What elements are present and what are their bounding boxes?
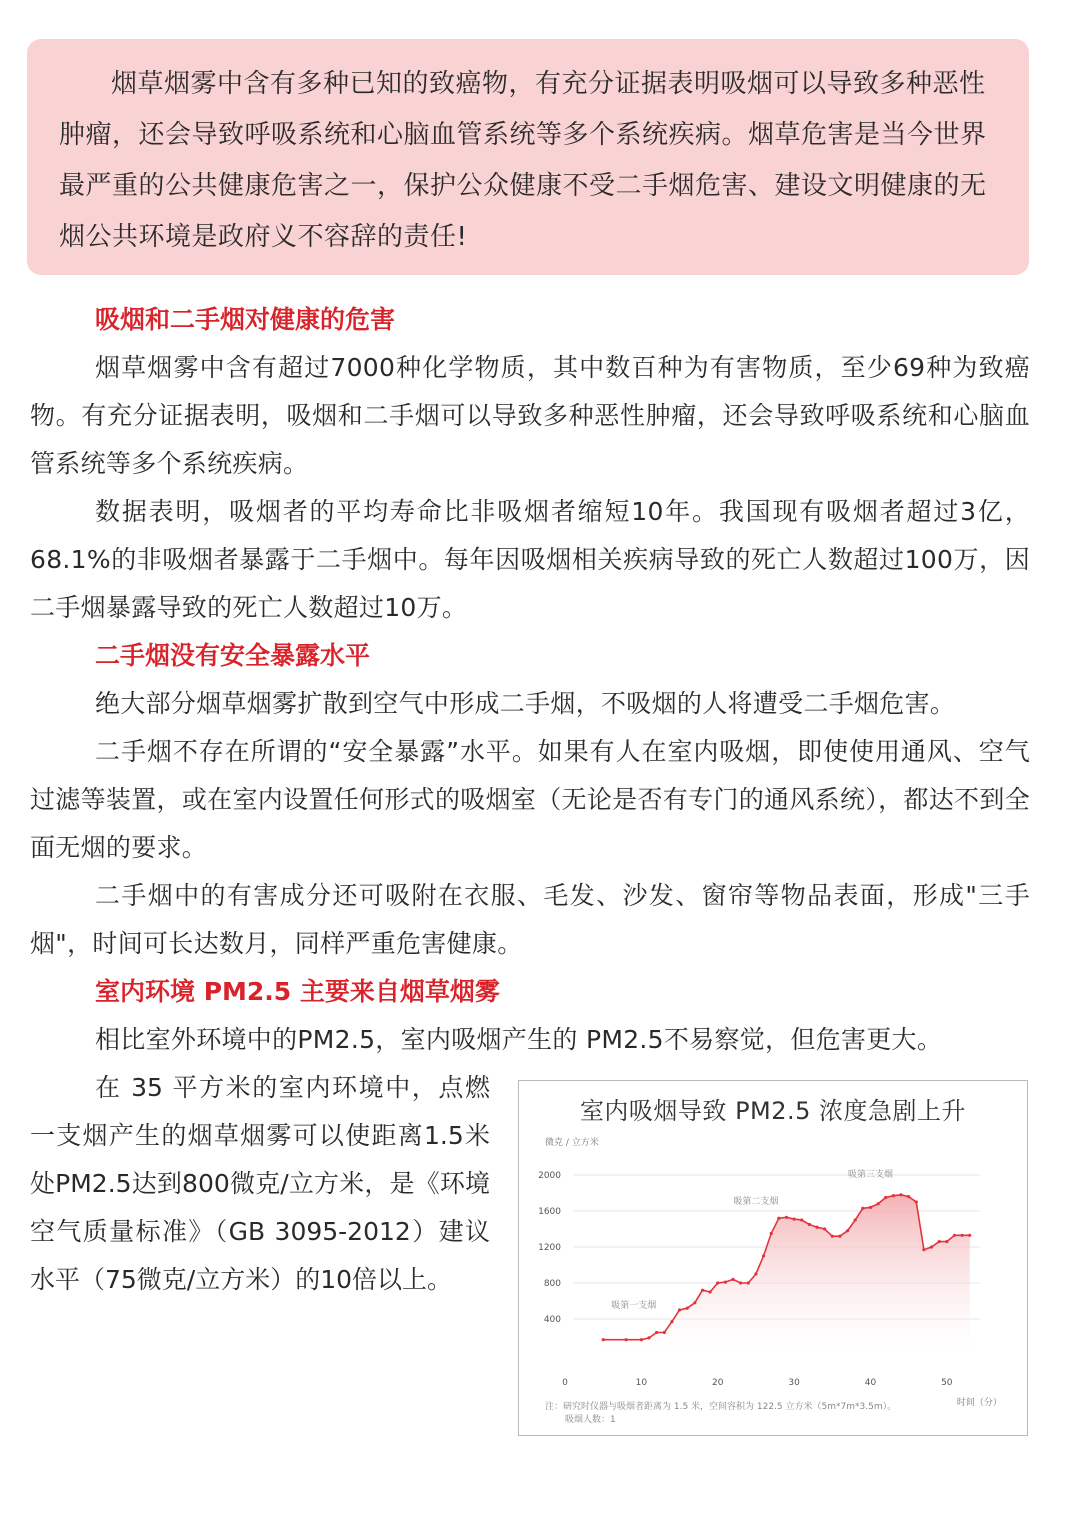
data-point <box>892 1194 895 1197</box>
chart-annotation: 吸第三支烟 <box>847 1169 893 1180</box>
x-tick-label: 0 <box>562 1378 568 1388</box>
data-point <box>747 1281 750 1284</box>
data-point <box>907 1195 910 1198</box>
data-point <box>670 1320 673 1323</box>
data-point <box>854 1218 857 1221</box>
data-point <box>754 1272 757 1275</box>
paragraph: 烟草烟雾中含有超过7000种化学物质，其中数百种为有害物质，至少69种为致癌物。有充分证据表明，吸烟和二手烟可以导致多种恶性肿瘤，还会导致呼吸系统和心脑血管系统等多个系统疾病。 <box>30 353 1030 478</box>
data-point <box>846 1229 849 1232</box>
chart-note-line: 注：研究时仪器与吸烟者距离为 1.5 米，空间容积为 122.5 立方米（5m*7m*3.5m）。 <box>545 1402 897 1412</box>
data-point <box>808 1223 811 1226</box>
data-point <box>716 1281 719 1284</box>
data-point <box>693 1301 696 1304</box>
data-point <box>815 1226 818 1229</box>
data-point <box>647 1336 650 1339</box>
chart-plot <box>519 1081 1029 1437</box>
chart-title: 室内吸烟导致 PM2.5 浓度急剧上升 <box>579 1097 967 1125</box>
data-point <box>625 1338 628 1341</box>
chart-annotation: 吸第二支烟 <box>733 1196 779 1207</box>
x-tick-label: 50 <box>941 1378 953 1388</box>
data-point <box>823 1227 826 1230</box>
section-heading-health-harm: 吸烟和二手烟对健康的危害 <box>95 305 396 334</box>
data-point <box>731 1278 734 1281</box>
y-axis-label: 微克 / 立方米 <box>545 1138 599 1148</box>
y-tick-label: 400 <box>543 1315 561 1325</box>
data-point <box>953 1234 956 1237</box>
data-point <box>655 1331 658 1334</box>
y-tick-label: 2000 <box>538 1171 561 1181</box>
paragraph: 在 35 平方米的室内环境中，点燃一支烟产生的烟草烟雾可以使距离1.5米处PM2.5达到800微克/立方米，是《环境空气质量标准》（GB 3095-2012）建议水平（75微克/立方米）的10倍以上。 <box>30 1073 490 1294</box>
data-point <box>838 1235 841 1238</box>
data-point <box>678 1308 681 1311</box>
data-point <box>739 1281 742 1284</box>
data-point <box>831 1235 834 1238</box>
intro-box <box>27 39 1029 275</box>
data-point <box>961 1234 964 1237</box>
pm25-section-body <box>30 1064 1030 1444</box>
x-tick-label: 40 <box>864 1378 877 1388</box>
chart-annotation: 吸第一支烟 <box>611 1301 657 1312</box>
data-point <box>869 1206 872 1209</box>
y-tick-label: 1200 <box>538 1243 561 1253</box>
data-point <box>945 1240 948 1243</box>
x-tick-label: 20 <box>712 1378 724 1388</box>
data-point <box>793 1218 796 1221</box>
chart-note <box>545 1401 1015 1427</box>
data-point <box>938 1240 941 1243</box>
data-point <box>915 1200 918 1203</box>
data-point <box>899 1193 902 1196</box>
section-heading-pm25: 室内环境 PM2.5 主要来自烟草烟雾 <box>95 977 500 1006</box>
paragraph: 相比室外环境中的PM2.5，室内吸烟产生的 PM2.5不易察觉，但危害更大。 <box>95 1025 943 1054</box>
paragraph: 绝大部分烟草烟雾扩散到空气中形成二手烟，不吸烟的人将遭受二手烟危害。 <box>95 689 956 718</box>
data-point <box>930 1245 933 1248</box>
paragraph: 二手烟不存在所谓的“安全暴露”水平。如果有人在室内吸烟，即使使用通风、空气过滤等装置，或在室内设置任何形式的吸烟室（无论是否有专门的通风系统），都达不到全面无烟的要求。 <box>30 737 1030 862</box>
x-tick-label: 10 <box>635 1378 648 1388</box>
data-point <box>640 1338 643 1341</box>
data-point <box>861 1207 864 1210</box>
y-tick-label: 800 <box>543 1279 561 1289</box>
paragraph: 数据表明，吸烟者的平均寿命比非吸烟者缩短10年。我国现有吸烟者超过3亿，68.1%的非吸烟者暴露于二手烟中。每年因吸烟相关疾病导致的死亡人数超过100万，因二手烟暴露导致的死亡人数超过10万。 <box>30 497 1030 622</box>
data-point <box>877 1202 880 1205</box>
x-axis-label: 时间（分） <box>956 1398 1002 1408</box>
data-point <box>762 1254 765 1257</box>
data-point <box>663 1331 666 1334</box>
data-point <box>701 1289 704 1292</box>
data-point <box>724 1281 727 1284</box>
x-tick-label: 30 <box>788 1378 800 1388</box>
data-point <box>709 1290 712 1293</box>
data-point <box>785 1216 788 1219</box>
pm25-chart <box>518 1080 1028 1436</box>
data-point <box>800 1218 803 1221</box>
chart-note-line: 吸烟人数：1 <box>565 1415 616 1425</box>
paragraph: 二手烟中的有害成分还可吸附在衣服、毛发、沙发、窗帘等物品表面，形成"三手烟"，时间可长达数月，同样严重危害健康。 <box>30 881 1030 958</box>
article-body <box>30 296 1030 1444</box>
data-point <box>922 1248 925 1251</box>
data-point <box>968 1234 971 1237</box>
data-point <box>770 1232 773 1235</box>
data-point <box>777 1217 780 1220</box>
data-point <box>602 1338 605 1341</box>
data-point <box>884 1196 887 1199</box>
y-tick-label: 1600 <box>538 1207 561 1217</box>
data-point <box>686 1307 689 1310</box>
intro-text: 烟草烟雾中含有多种已知的致癌物，有充分证据表明吸烟可以导致多种恶性肿瘤，还会导致呼吸系统和心脑血管系统等多个系统疾病。烟草危害是当今世界最严重的公共健康危害之一，保护公众健康不受二手烟危害、建设文明健康的无烟公共环境是政府义不容辞的责任! <box>59 69 987 252</box>
section-heading-no-safe-level: 二手烟没有安全暴露水平 <box>95 641 371 670</box>
